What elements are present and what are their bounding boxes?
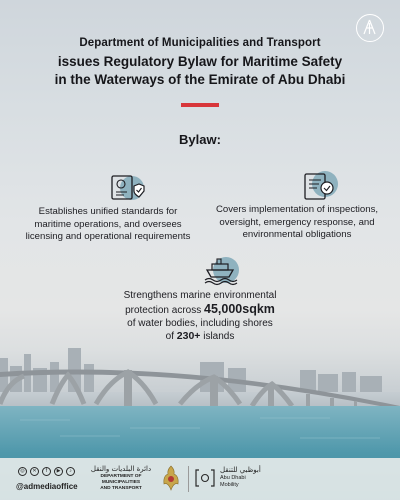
inspection-document-icon	[275, 170, 319, 200]
youtube-icon[interactable]: ▶	[54, 467, 63, 476]
headline-line-3: in the Waterways of the Emirate of Abu Dhabi	[54, 72, 346, 87]
bylaw-item-standards	[16, 172, 200, 244]
falcon-emblem-icon	[160, 464, 182, 492]
certificate-shield-icon	[88, 172, 128, 202]
islands-count: 230+	[176, 330, 201, 343]
bylaw-item-inspections	[204, 170, 390, 242]
footer-divider	[188, 466, 189, 492]
social-handle[interactable]: @admediaoffice	[16, 482, 78, 491]
bylaw-title: Bylaw:	[179, 132, 221, 147]
x-icon[interactable]: ✕	[30, 467, 39, 476]
facebook-icon[interactable]: f	[42, 467, 51, 476]
headline-line-2: issues Regulatory Bylaw for Maritime Safety	[57, 54, 343, 69]
item-2-line-2: oversight, emergency response, and	[219, 216, 375, 228]
item-3-line-4-pre: of	[165, 331, 177, 343]
social-icons	[18, 467, 75, 476]
dmt-english-line-1: DEPARTMENT OF MUNICIPALITIES	[100, 474, 142, 485]
tiktok-icon[interactable]: ♪	[66, 467, 75, 476]
dmt-english-line-2: AND TRANSPORT	[100, 486, 142, 491]
item-1-line-2: maritime operations, and oversees	[34, 218, 182, 230]
item-1-line-1: Establishes unified standards for	[38, 206, 178, 217]
item-3-line-3: of water bodies, including shores	[127, 317, 273, 329]
item-2-line-3: environmental obligations	[242, 229, 352, 240]
item-2-line-1: Covers implementation of inspections,	[215, 204, 379, 215]
headline-line-1: Department of Municipalities and Transport	[79, 37, 321, 49]
adm-arabic-name: أبوظبي للتنقل	[220, 466, 261, 474]
item-1-line-3: licensing and operational requirements	[25, 231, 191, 242]
item-3-line-2-text: protection across	[125, 304, 205, 316]
ship-waves-icon	[178, 256, 222, 286]
headline	[0, 36, 400, 89]
footer-bar	[0, 458, 400, 500]
area-value: 45,000sqkm	[204, 301, 275, 316]
abu-dhabi-mobility-icon	[194, 468, 216, 488]
item-3-line-2	[100, 303, 300, 318]
red-divider	[181, 103, 219, 107]
item-3-line-1: Strengthens marine environmental	[123, 290, 277, 301]
item-3-line-4-post: islands	[200, 331, 235, 343]
instagram-icon[interactable]: ◎	[18, 467, 27, 476]
dmt-logo	[86, 465, 156, 492]
dmt-arabic-name: دائرة البلديات والنقل	[90, 465, 152, 473]
adm-english-line-1: Abu Dhabi	[220, 475, 246, 481]
bylaw-item-environment	[100, 256, 300, 344]
adm-english-line-2: Mobility	[220, 482, 239, 488]
abu-dhabi-mobility-logo	[220, 466, 261, 489]
